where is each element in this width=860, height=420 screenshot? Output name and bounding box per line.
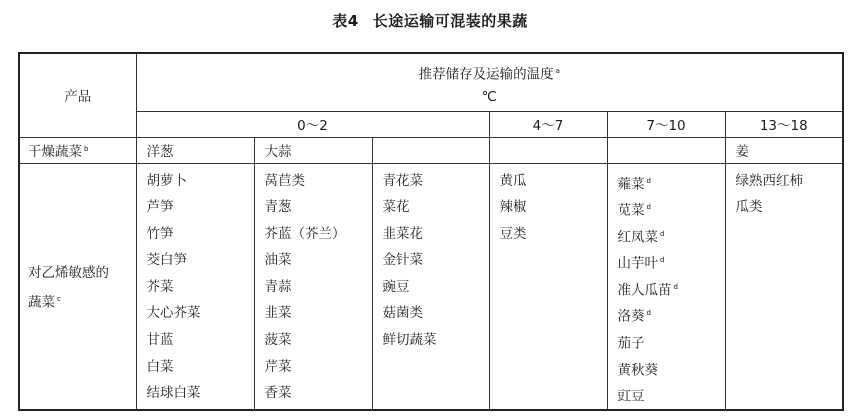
table-caption: 长途运输可混装的果蔬 (372, 12, 528, 30)
ethylene-label-line-2: 蔬菜 (28, 294, 55, 311)
header-row-2 (19, 111, 843, 137)
product-header-cell (19, 53, 136, 137)
range-0-2: 0～2 (136, 111, 489, 137)
list-item: 大心芥菜 (146, 305, 201, 322)
product-header: 产品 (64, 89, 92, 106)
dry-cell-2: 大蒜 (254, 137, 372, 163)
table-number: 表4 (332, 12, 359, 30)
list-item: 青葱 (264, 199, 292, 216)
list-item (618, 194, 725, 221)
list-item: 芹菜 (264, 358, 292, 375)
dry-cell-3 (372, 137, 489, 163)
list-item: 油菜 (264, 252, 292, 269)
list-item (618, 247, 725, 274)
item-name: 洛葵 (617, 308, 645, 325)
range-7-10: 7～10 (607, 111, 725, 137)
dry-vegetables-row (19, 137, 843, 163)
list-item (618, 168, 725, 195)
item-name: 豇豆 (617, 388, 645, 405)
range-4-7: 4～7 (489, 111, 607, 137)
list-item: 鲜切蔬菜 (382, 332, 437, 349)
ethylene-label-cell (19, 163, 136, 410)
list-item: 豆类 (499, 225, 527, 242)
table-title (0, 10, 860, 31)
item-name: 山芋叶 (617, 255, 658, 272)
ethylene-sensitive-row (19, 163, 843, 410)
list-item: 芥菜 (146, 278, 174, 295)
list-item: 金针菜 (382, 252, 423, 269)
temperature-unit: ℃ (481, 88, 497, 105)
dry-cell-4 (489, 137, 607, 163)
ethylene-col-6 (725, 163, 843, 410)
list-item: 绿熟西红柿 (735, 172, 803, 189)
produce-table (18, 52, 844, 411)
list-item: 竹笋 (146, 225, 174, 242)
footnote-d: d (646, 176, 651, 185)
list-item (618, 327, 725, 354)
list-item: 菠菜 (264, 332, 292, 349)
list-item: 豌豆 (382, 278, 410, 295)
footnote-b: b (84, 144, 89, 153)
list-item: 甘蓝 (146, 332, 174, 349)
list-item: 白菜 (146, 358, 174, 375)
list-item: 韭菜花 (382, 225, 423, 242)
ethylene-col-4 (489, 163, 607, 410)
ethylene-col-5 (607, 163, 725, 410)
list-item: 菇菌类 (382, 305, 423, 322)
dry-vegetables-label: 干燥蔬菜 (28, 144, 82, 160)
list-item: 瓜类 (735, 199, 763, 216)
dry-cell-6: 姜 (725, 137, 843, 163)
ethylene-col-1 (136, 163, 254, 410)
list-item: 青蒜 (264, 278, 292, 295)
list-item: 芦笋 (146, 199, 174, 216)
temperature-header-cell (136, 53, 843, 111)
range-13-18: 13～18 (725, 111, 843, 137)
footnote-d: d (660, 229, 665, 238)
item-name: 红凤菜 (617, 229, 658, 246)
item-name: 黄秋葵 (617, 362, 658, 379)
list-item (618, 274, 725, 301)
footnote-d: d (673, 282, 678, 291)
ethylene-label-line-1: 对乙烯敏感的 (28, 264, 109, 281)
footnote-d: d (660, 256, 665, 265)
footnote-d: d (646, 309, 651, 318)
list-item (618, 380, 725, 407)
item-name: 茄子 (617, 335, 645, 352)
list-item (618, 354, 725, 381)
list-item: 青花菜 (382, 172, 423, 189)
list-item: 莴苣类 (264, 172, 305, 189)
header-row-1 (19, 53, 843, 111)
item-name: 准人瓜苗 (617, 282, 672, 299)
list-item (618, 221, 725, 248)
list-item: 胡萝卜 (146, 172, 187, 189)
list-item: 香菜 (264, 385, 292, 402)
footnote-a: a (555, 67, 560, 75)
list-item: 韭菜 (264, 305, 292, 322)
dry-cell-5 (607, 137, 725, 163)
list-item: 黄瓜 (499, 172, 527, 189)
list-item: 辣椒 (499, 199, 527, 216)
footnote-c: c (57, 295, 61, 304)
ethylene-col-2 (254, 163, 372, 410)
footnote-d: d (646, 203, 651, 212)
item-name: 苋菜 (617, 202, 645, 219)
ethylene-col-3 (372, 163, 489, 410)
list-item: 菜花 (382, 199, 410, 216)
list-item: 芥蓝（芥兰） (264, 225, 346, 242)
dry-cell-1: 洋葱 (136, 137, 254, 163)
list-item (618, 300, 725, 327)
item-name: 蕹菜 (617, 176, 645, 192)
temperature-header: 推荐储存及运输的温度 (418, 66, 554, 83)
list-item: 结球白菜 (146, 385, 201, 402)
list-item: 茭白笋 (146, 252, 187, 269)
dry-vegetables-label-cell (19, 137, 136, 163)
